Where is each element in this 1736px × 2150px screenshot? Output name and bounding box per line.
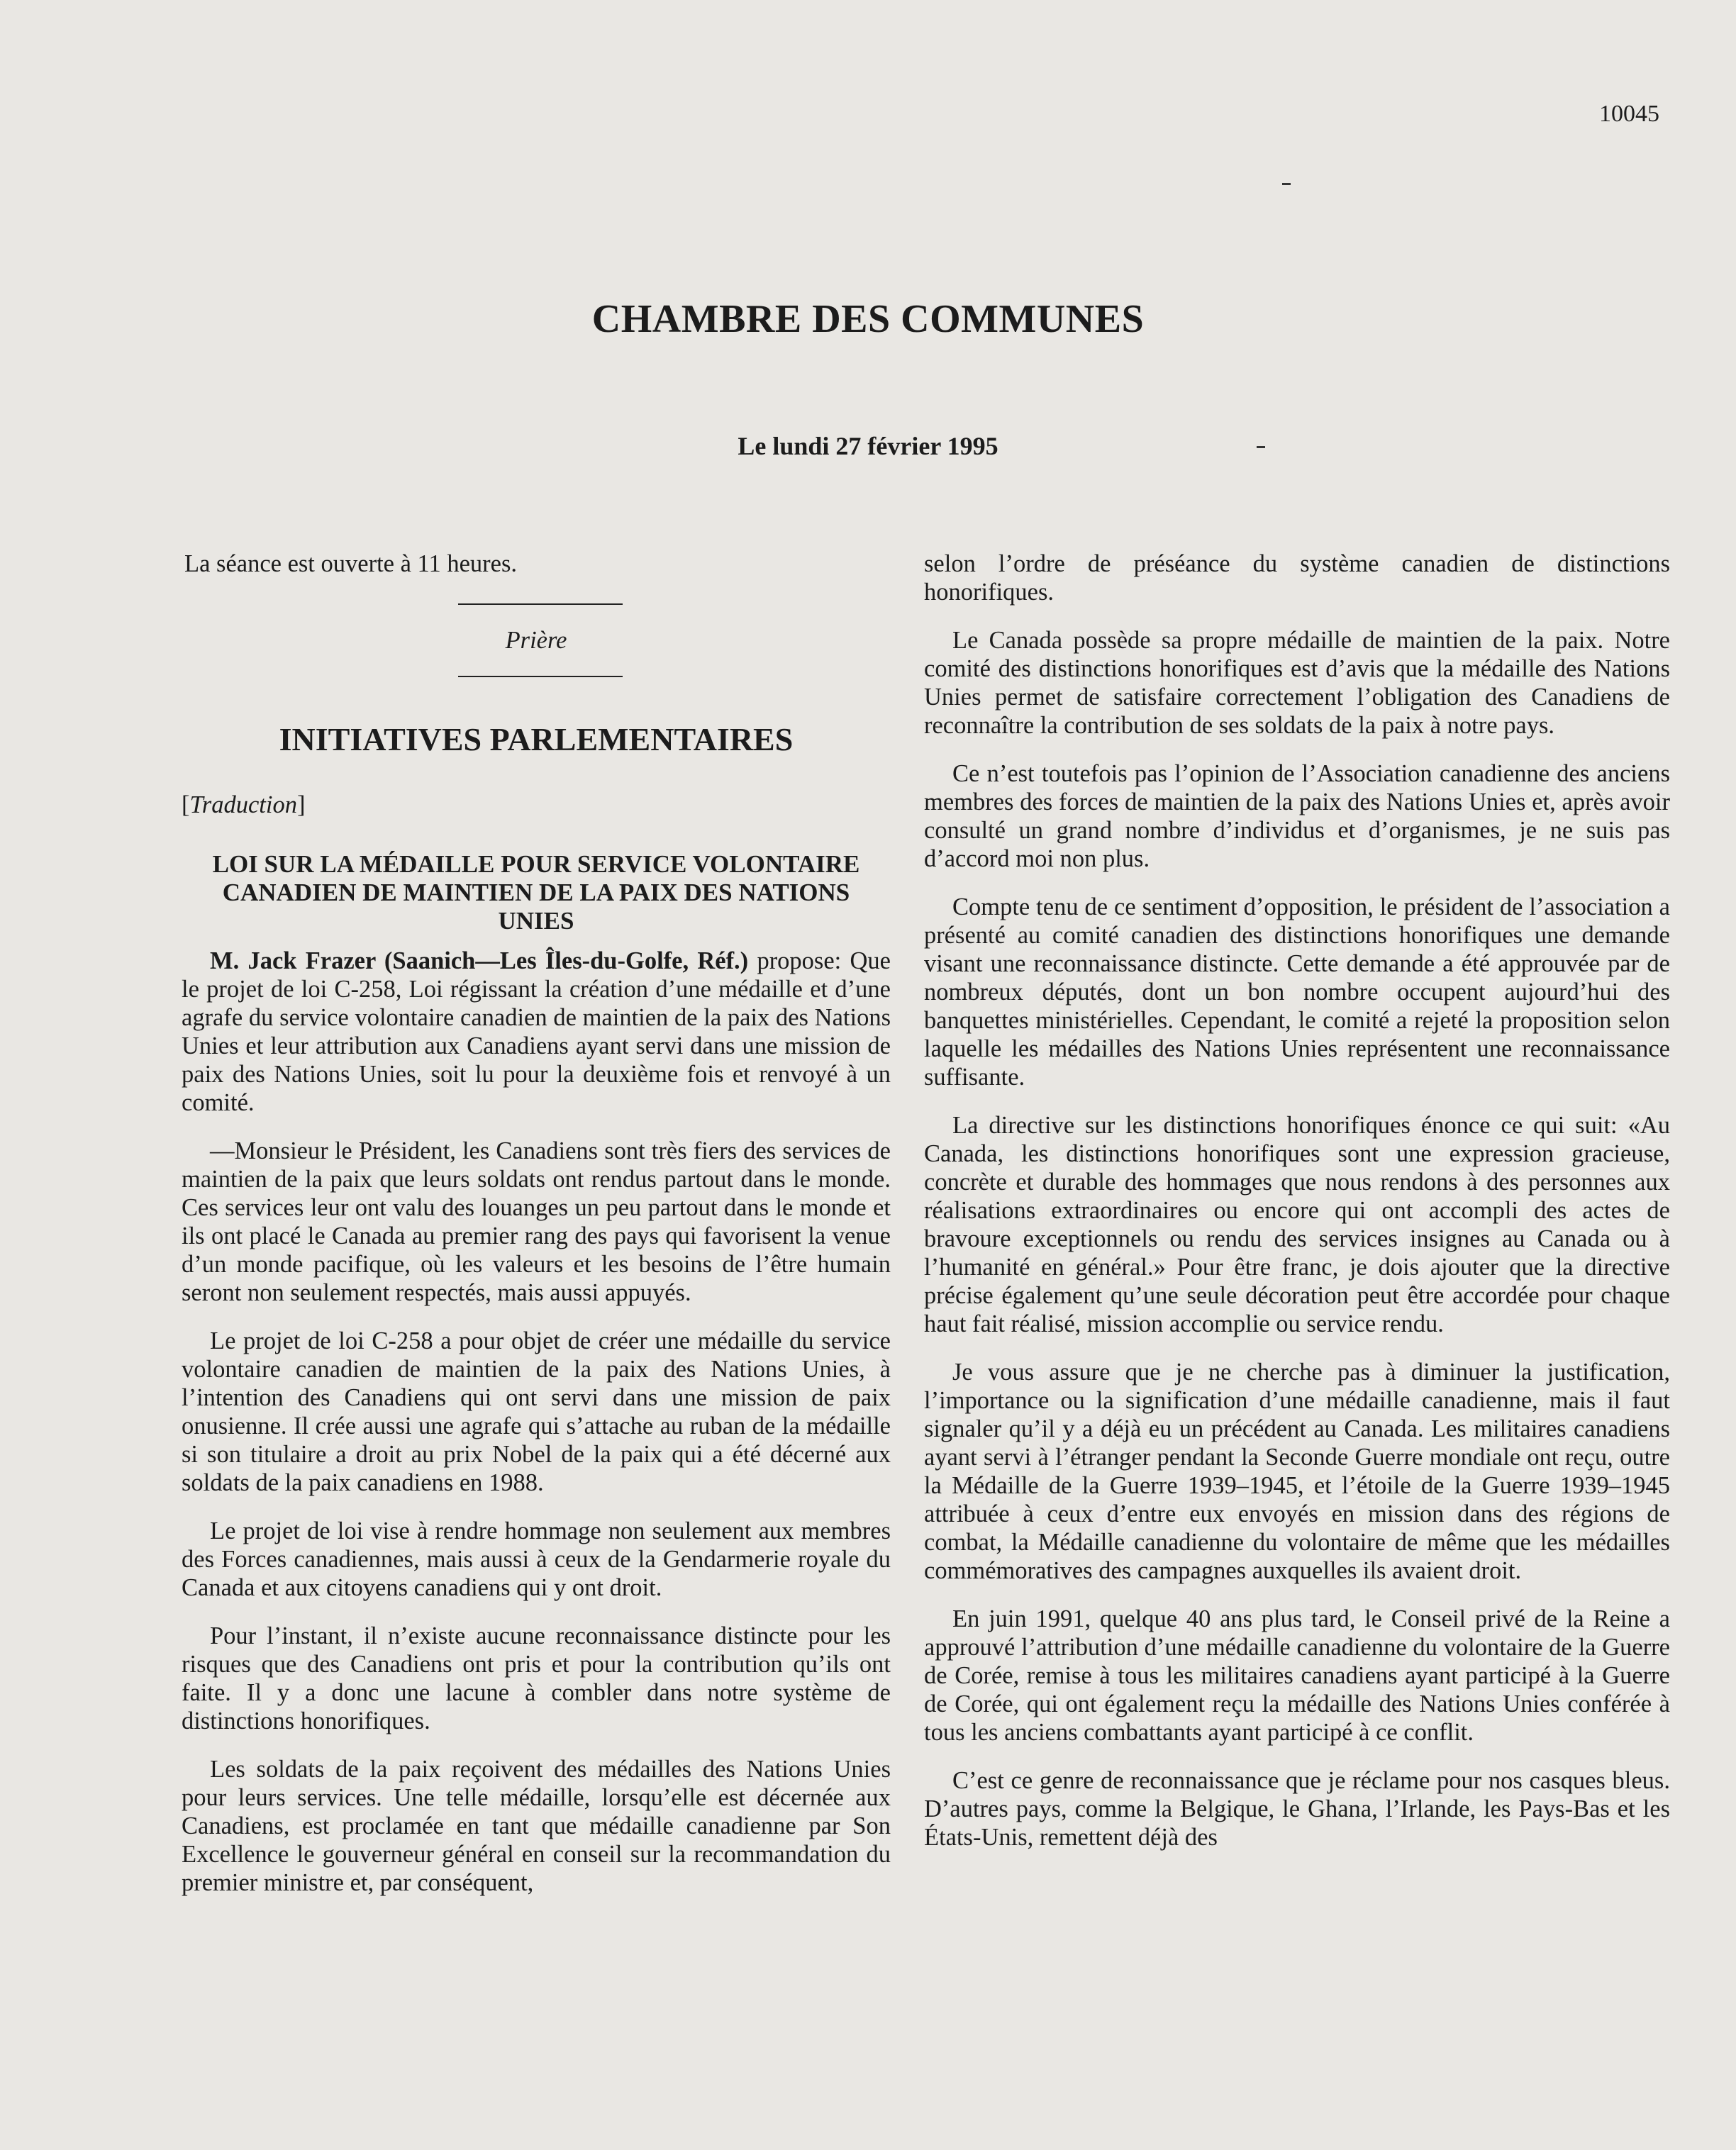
paragraph: Le projet de loi vise à rendre hommage non seulement aux membres des Forces canadiennes, mais aussi à ceux de la Gendarmerie royale du Canada et aux citoyens canadiens qui y ont droit. [182,1517,891,1601]
paragraph: Ce n’est toutefois pas l’opinion de l’Association canadienne des anciens membres des forces de maintien de la paix des Nations Unies et, après avoir consulté un grand nombre d’individus et d’organismes, je ne suis pas d’accord moi non plus. [924,760,1670,872]
opening-statement: La séance est ouverte à 11 heures. [184,550,518,577]
page-number: 10045 [1599,101,1659,127]
paragraph: Les soldats de la paix reçoivent des médailles des Nations Unies pour leurs services. Une telle médaille, lorsqu’elle est décernée aux Canadiens, est proclamée en tant que médaille canadienne par Son Excellence le gouverneur général en conseil sur la recommandation du premier ministre et, par conséquent, [182,1756,891,1896]
left-column [182,550,891,1917]
divider-bottom [182,676,891,677]
paragraph: La directive sur les distinctions honorifiques énonce ce qui suit: «Au Canada, les distinctions honorifiques sont une expression gracieuse, concrète et durable des hommages que nous rendons à des personnes aux réalisations extraordinaires ou encore qui ont accompli des actes de bravoure exceptionnels ou rendu des services insignes au Canada ou à l’humanité en général.» Pour être franc, je dois ajouter que la directive précise également qu’une seule décoration peut être accordée pour chaque haut fait réalisé, mission accomplie ou service rendu. [924,1112,1670,1337]
translation-note: [Traduction] [182,791,306,818]
bill-title: LOI SUR LA MÉDAILLE POUR SERVICE VOLONTAIRE CANADIEN DE MAINTIEN DE LA PAIX DES NATIONS UNIES [212,850,860,935]
section-heading: INITIATIVES PARLEMENTAIRES [279,721,794,757]
motion-text: propose: Que le projet de loi C-258, Loi régissant la création d’une médaille et d’une agrafe du service volontaire canadien de maintien de la paix des Nations Unies et leur attribution aux Canadiens ayant servi dans une mission de paix des Nations Unies, soit lu pour la deuxième fois et renvoyé à un comité. [182,947,891,1116]
chamber-title: CHAMBRE DES COMMUNES [591,297,1145,341]
paragraph: Le projet de loi C-258 a pour objet de créer une médaille du service volontaire canadien de maintien de la paix des Nations Unies, à l’intention des Canadiens qui ont servi dans une mission de paix onusienne. Il crée aussi une agrafe qui s’attache au ruban de la médaille si son titulaire a droit au prix Nobel de la paix qui a été décerné aux soldats de la paix canadiens en 1988. [182,1327,891,1496]
paragraph: Je vous assure que je ne cherche pas à diminuer la justification, l’importance ou la signification d’une médaille canadienne, mais il faut signaler qu’il y a déjà eu un précédent au Canada. Les militaires canadiens ayant servi à l’étranger pendant la Seconde Guerre mondiale ont reçu, outre la Médaille de la Guerre 1939–1945, et l’étoile de la Guerre 1939–1945 attribuée à ceux d’entre eux envoyés en mission dans des régions de combat, la Médaille canadienne du volontaire de même que les médailles commémoratives des campagnes auxquelles ils avaient droit. [924,1359,1670,1584]
paragraph: Compte tenu de ce sentiment d’opposition, le président de l’association a présenté au comité canadien des distinctions honorifiques une demande visant une reconnaissance distincte. Cette demande a été approuvée par de nombreux députés, dont un bon nombre occupent aujourd’hui des banquettes ministérielles. Cependant, le comité a rejeté la proposition selon laquelle les médailles des Nations Unies représentent une reconnaissance suffisante. [924,893,1670,1091]
paragraph: —Monsieur le Président, les Canadiens sont très fiers des services de maintien de la paix que leurs soldats ont rendus partout dans le monde. Ces services leur ont valu des louanges un peu partout dans le monde et ils ont placé le Canada au premier rang des pays qui favorisent la venue d’un monde pacifique, où les valeurs et les besoins de l’être humain seront non seulement respectés, mais aussi appuyés. [182,1137,891,1306]
paragraph: C’est ce genre de reconnaissance que je réclame pour nos casques bleus. D’autres pays, comme la Belgique, le Ghana, l’Irlande, les Pays-Bas et les États-Unis, remettent déjà des [924,1767,1670,1851]
paragraph: Le Canada possède sa propre médaille de maintien de la paix. Notre comité des distinctions honorifiques est d’avis que la médaille des Nations Unies permet de satisfaire correctement l’obligation des Canadiens de reconnaître la contribution de ses soldats de la paix à notre pays. [924,627,1670,739]
paragraph: En juin 1991, quelque 40 ans plus tard, le Conseil privé de la Reine a approuvé l’attribution d’une médaille canadienne du volontaire de la Guerre de Corée, remise à tous les militaires canadiens ayant participé à la Guerre de Corée, qui ont également reçu la médaille des Nations Unies conférée à tous les anciens combattants ayant participé à ce conflit. [924,1605,1670,1746]
paragraph: Pour l’instant, il n’existe aucune reconnaissance distincte pour les risques que des Canadiens ont pris et pour la contribution qu’ils ont faite. Il y a donc une lacune à combler dans notre système de distinctions honorifiques. [182,1622,891,1734]
scan-speck [1282,183,1291,185]
prayer-label: Prière [505,627,567,654]
sitting-date: Le lundi 27 février 1995 [738,432,998,460]
divider-top [182,603,891,605]
continuation-paragraph: selon l’ordre de préséance du système canadien de distinctions honorifiques. [924,550,1670,606]
motion-paragraph [182,947,891,1117]
speaker-name: M. Jack Frazer (Saanich—Les Îles-du-Golfe, Réf.) [210,947,749,974]
right-column [924,550,1670,1871]
